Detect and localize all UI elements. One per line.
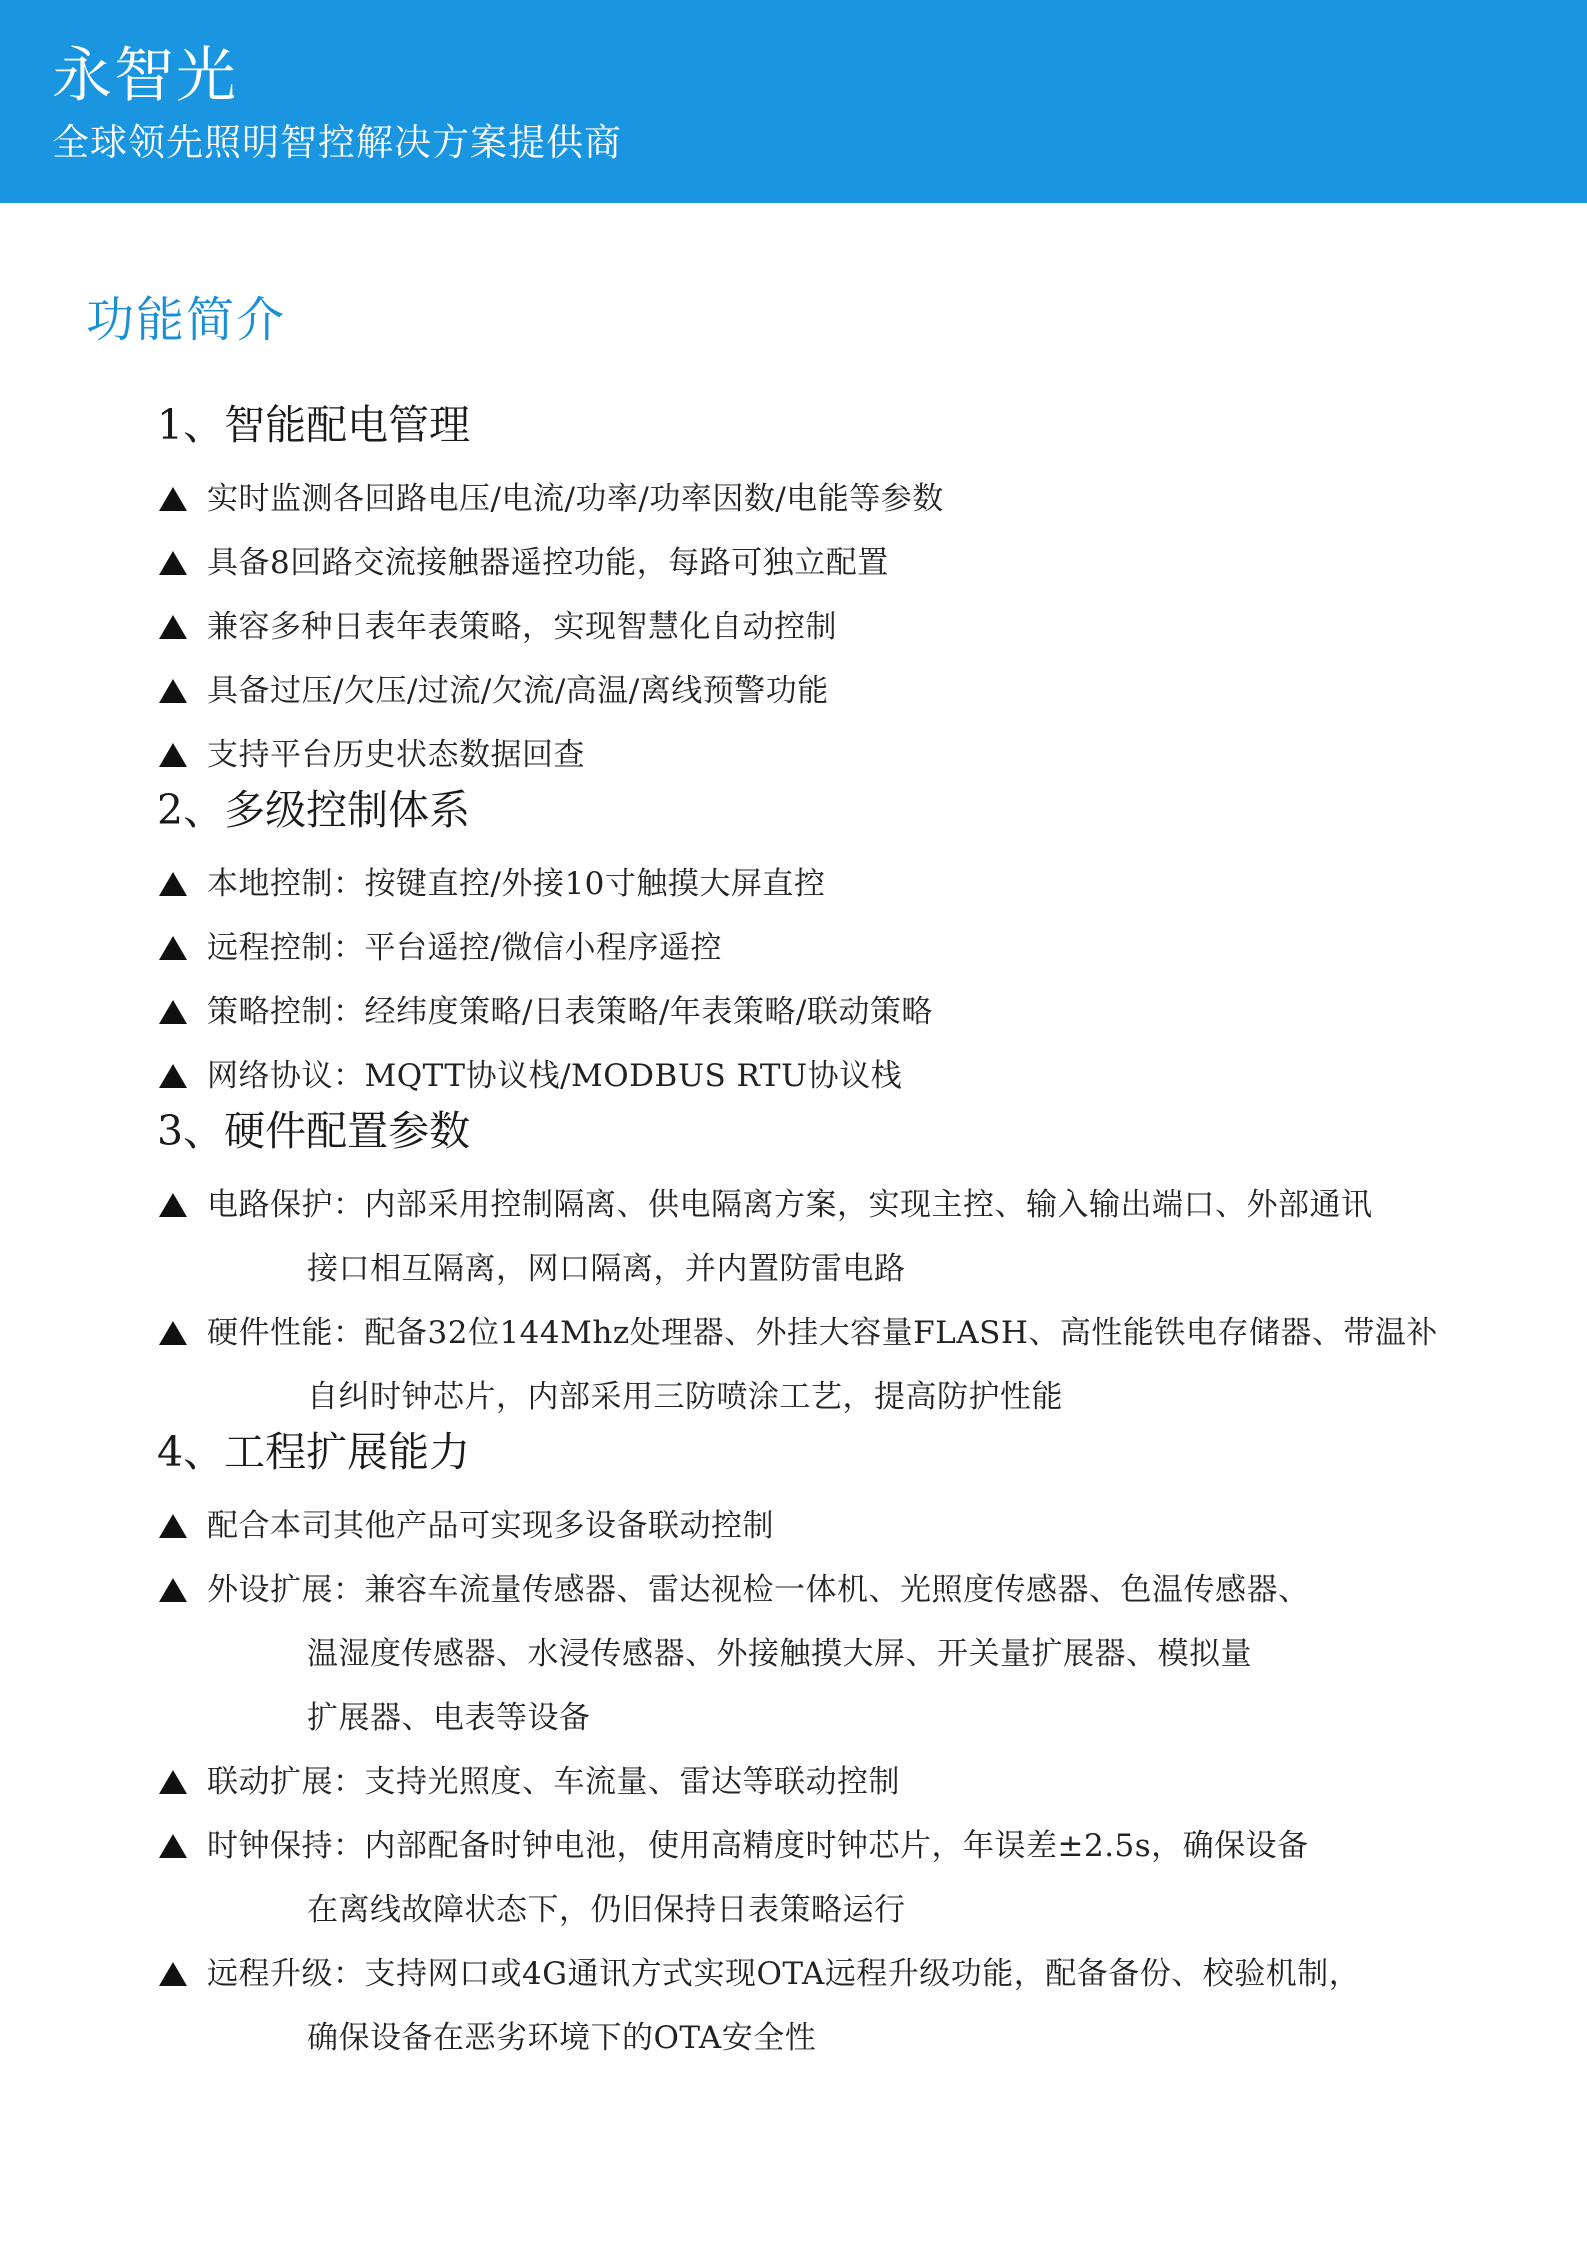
brand-name: 永智光 [52, 41, 238, 111]
item-text: 具备8回路交流接触器遥控功能，每路可独立配置 [207, 545, 889, 581]
list-item [157, 852, 1457, 916]
item-text: 网络协议：MQTT协议栈/MODBUS RTU协议栈 [207, 1058, 903, 1094]
triangle-bullet-icon [159, 1962, 187, 1986]
section-heading: 1、智能配电管理 [157, 401, 471, 449]
section-heading: 3、硬件配置参数 [157, 1107, 471, 1155]
item-text: 远程升级：支持网口或4G通讯方式实现OTA远程升级功能，配备备份、校验机制， [207, 1956, 1361, 1992]
brand-tagline: 全球领先照明智控解决方案提供商 [52, 121, 622, 164]
triangle-bullet-icon [159, 1834, 187, 1858]
item-text: 策略控制：经纬度策略/日表策略/年表策略/联动策略 [207, 994, 933, 1030]
feature-content [157, 400, 1457, 2070]
item-text: 本地控制：按键直控/外接10寸触摸大屏直控 [207, 866, 826, 902]
item-text: 支持平台历史状态数据回查 [207, 737, 585, 773]
list-item [157, 1494, 1457, 1558]
triangle-bullet-icon [159, 1193, 187, 1217]
list-item [157, 1942, 1457, 2006]
list-item [157, 980, 1457, 1044]
item-text: 远程控制：平台遥控/微信小程序遥控 [207, 930, 722, 966]
triangle-bullet-icon [159, 487, 187, 511]
item-text: 联动扩展：支持光照度、车流量、雷达等联动控制 [207, 1764, 900, 1800]
list-item [157, 595, 1457, 659]
list-item [157, 531, 1457, 595]
list-item [157, 723, 1457, 787]
list-item [157, 467, 1457, 531]
header-banner [0, 0, 1587, 203]
triangle-bullet-icon [159, 936, 187, 960]
list-item-continuation: 确保设备在恶劣环境下的OTA安全性 [307, 2020, 817, 2056]
triangle-bullet-icon [159, 743, 187, 767]
list-item [157, 1558, 1457, 1622]
list-item [157, 1173, 1457, 1237]
triangle-bullet-icon [159, 1770, 187, 1794]
item-text: 具备过压/欠压/过流/欠流/高温/离线预警功能 [207, 673, 829, 709]
list-item-continuation: 在离线故障状态下，仍旧保持日表策略运行 [307, 1892, 906, 1928]
list-item [157, 1301, 1457, 1365]
list-item [157, 1814, 1457, 1878]
section-title: 功能简介 [86, 292, 287, 348]
item-text: 兼容多种日表年表策略，实现智慧化自动控制 [207, 609, 837, 645]
section-heading: 2、多级控制体系 [157, 786, 471, 834]
list-item [157, 659, 1457, 723]
item-text: 配合本司其他产品可实现多设备联动控制 [207, 1508, 774, 1544]
triangle-bullet-icon [159, 1064, 187, 1088]
triangle-bullet-icon [159, 872, 187, 896]
item-text: 外设扩展：兼容车流量传感器、雷达视检一体机、光照度传感器、色温传感器、 [207, 1572, 1310, 1608]
list-item [157, 1044, 1457, 1108]
list-item-continuation: 温湿度传感器、水浸传感器、外接触摸大屏、开关量扩展器、模拟量 [307, 1636, 1252, 1672]
triangle-bullet-icon [159, 1514, 187, 1538]
item-text: 时钟保持：内部配备时钟电池，使用高精度时钟芯片，年误差±2.5s，确保设备 [207, 1828, 1309, 1864]
triangle-bullet-icon [159, 679, 187, 703]
list-item-continuation: 扩展器、电表等设备 [307, 1700, 591, 1736]
triangle-bullet-icon [159, 1321, 187, 1345]
item-text: 电路保护：内部采用控制隔离、供电隔离方案，实现主控、输入输出端口、外部通讯 [207, 1187, 1373, 1223]
triangle-bullet-icon [159, 1000, 187, 1024]
triangle-bullet-icon [159, 1578, 187, 1602]
list-item-continuation: 自纠时钟芯片，内部采用三防喷涂工艺，提高防护性能 [307, 1379, 1063, 1415]
list-item [157, 916, 1457, 980]
item-text: 实时监测各回路电压/电流/功率/功率因数/电能等参数 [207, 481, 944, 517]
section-heading: 4、工程扩展能力 [157, 1428, 471, 1476]
list-item-continuation: 接口相互隔离，网口隔离，并内置防雷电路 [307, 1251, 906, 1287]
triangle-bullet-icon [159, 551, 187, 575]
item-text: 硬件性能：配备32位144Mhz处理器、外挂大容量FLASH、高性能铁电存储器、带温补 [207, 1315, 1438, 1351]
list-item [157, 1750, 1457, 1814]
triangle-bullet-icon [159, 615, 187, 639]
